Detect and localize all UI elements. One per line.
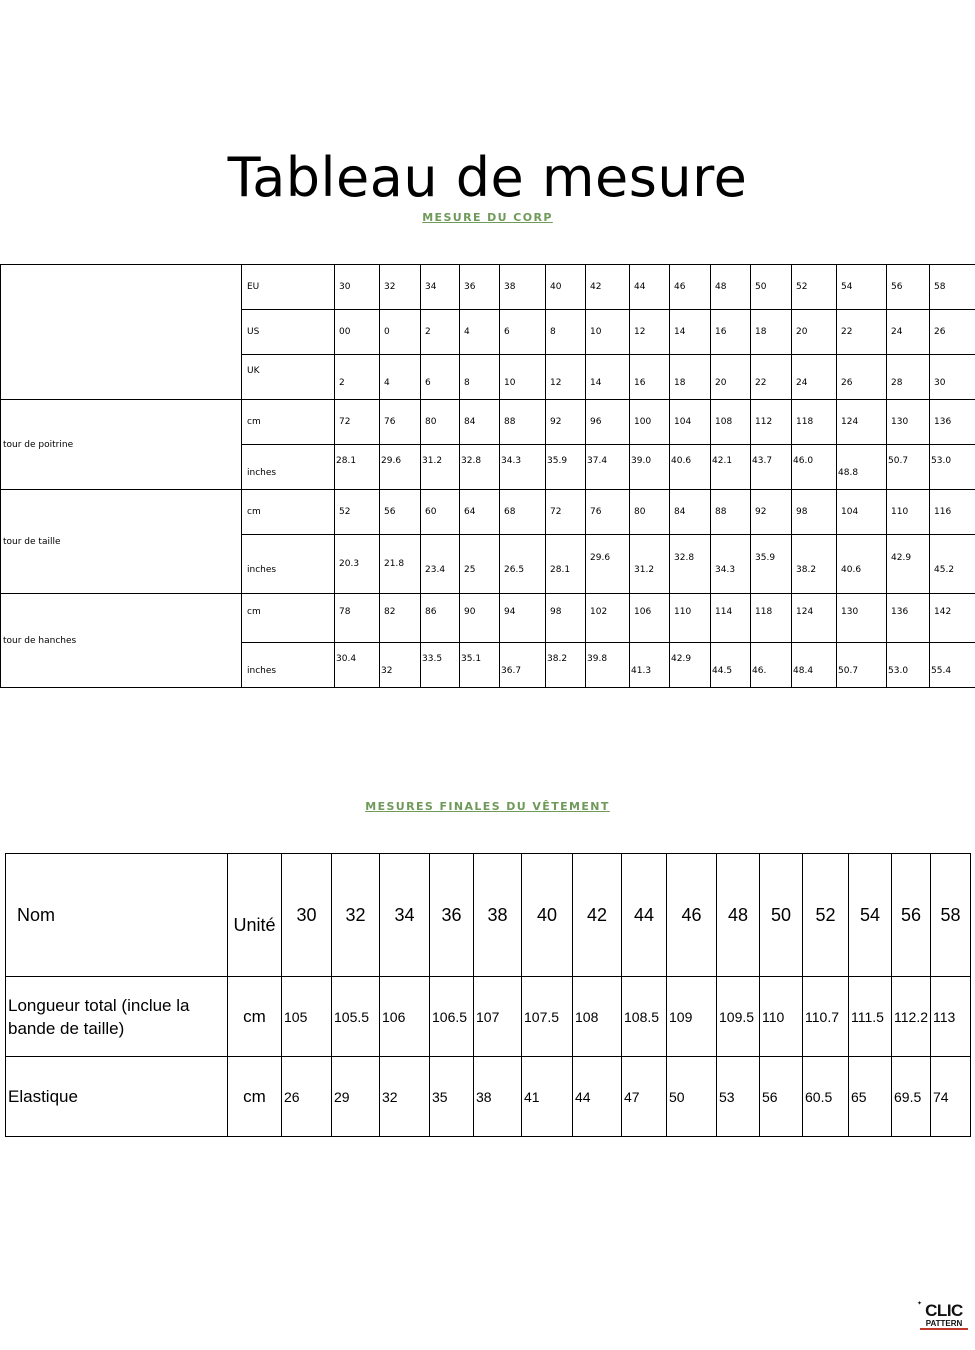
value-cell [460,445,500,490]
cell-text: 14 [590,378,602,388]
unit-label [242,445,335,490]
measure-row-cm [1,400,975,445]
cell-text: 78 [339,607,351,617]
cell-text: inches [247,468,277,478]
cell-text: 4 [384,378,390,388]
cell-text: 35.9 [547,456,568,466]
value-cell [335,643,380,688]
size-cell [546,355,586,400]
cell-text: 118 [755,607,773,617]
value-cell [546,594,586,643]
cell-text: 31.2 [422,456,443,466]
cell-text: inches [247,666,277,676]
garment-value-cell: 112.2 [892,977,931,1057]
cell-text: 16 [634,378,646,388]
size-header: 52 [803,854,849,977]
value-cell [380,445,421,490]
value-cell [711,535,751,594]
size-cell: 52 [792,265,837,310]
garment-value-cell: 106 [380,977,430,1057]
size-cell: 44 [630,265,670,310]
size-cell: 38 [500,265,546,310]
garment-header-row [6,854,971,977]
size-cell: 48 [711,265,751,310]
value-cell [751,643,792,688]
size-header: 44 [622,854,667,977]
garment-value-cell: 32 [380,1057,430,1137]
cell-text: 39.8 [587,654,608,664]
cell-text: 38.2 [547,654,568,664]
section-heading-body: MESURE DU CORP [422,211,553,224]
size-header: 48 [717,854,760,977]
cell-text: 41.3 [631,666,652,676]
value-cell: 88 [711,490,751,535]
garment-value-cell: 56 [760,1057,803,1137]
logo-line-2: PATTERN [920,1319,968,1330]
cell-text: 10 [504,378,516,388]
value-cell: 104 [837,490,887,535]
size-header: 34 [380,854,430,977]
size-cell: 8 [546,310,586,355]
cell-text: inches [247,565,277,575]
cell-text: 22 [755,378,767,388]
unit-label: cm [242,400,335,445]
garment-row [6,977,971,1057]
garment-value-cell: 38 [474,1057,522,1137]
measure-name: tour de poitrine [1,400,242,490]
value-cell [670,535,711,594]
cell-text: 102 [590,607,608,617]
cell-text: 130 [841,607,859,617]
logo-line-1: CLIC [925,1301,963,1320]
size-cell: 18 [751,310,792,355]
size-cell: 58 [930,265,975,310]
cell-text: cm [247,607,261,617]
section-heading-garment: MESURES FINALES DU VÊTEMENT [365,800,610,813]
size-cell: 10 [586,310,630,355]
size-cell: 34 [421,265,460,310]
unit-label [242,643,335,688]
size-row-eu [1,265,975,310]
garment-value-cell: 105 [282,977,332,1057]
cell-text: 124 [796,607,814,617]
size-header: 54 [849,854,892,977]
size-cell [670,355,711,400]
measure-name: tour de hanches [1,594,242,688]
value-cell [670,594,711,643]
value-cell: 92 [546,400,586,445]
size-cell: 46 [670,265,711,310]
value-cell [630,535,670,594]
size-cell: 50 [751,265,792,310]
cell-text: 94 [504,607,516,617]
cell-text: 34.3 [501,456,522,466]
cell-text: 45.2 [934,565,955,575]
value-cell: 88 [500,400,546,445]
value-cell: 136 [930,400,975,445]
value-cell [630,445,670,490]
cell-text: 32.8 [461,456,482,466]
size-cell [500,355,546,400]
cell-text: 20 [715,378,727,388]
unit-header: Unité [228,854,282,977]
size-cell [460,355,500,400]
value-cell: 56 [380,490,421,535]
size-cell: 54 [837,265,887,310]
cell-text: 24 [796,378,808,388]
cell-text: 2 [339,378,345,388]
size-cell: 20 [792,310,837,355]
value-cell [887,594,930,643]
cell-text: 30 [934,378,946,388]
cell-text: 98 [550,607,562,617]
value-cell [421,535,460,594]
size-header: 30 [282,854,332,977]
garment-value-cell: 110 [760,977,803,1057]
cell-text: 42.9 [671,654,692,664]
cell-text: 42.9 [891,553,912,563]
value-cell [380,594,421,643]
size-cell: 4 [460,310,500,355]
cell-text: 29.6 [381,456,402,466]
garment-value-cell: 44 [573,1057,622,1137]
garment-value-cell: 108.5 [622,977,667,1057]
cell-text: 25 [464,565,476,575]
cell-text: 8 [464,378,470,388]
cell-text: 53.0 [888,666,909,676]
garment-value-cell: 69.5 [892,1057,931,1137]
value-cell [887,643,930,688]
value-cell: 52 [335,490,380,535]
value-cell: 130 [887,400,930,445]
value-cell [930,535,975,594]
value-cell: 98 [792,490,837,535]
size-cell [380,355,421,400]
size-cell: 56 [887,265,930,310]
value-cell: 100 [630,400,670,445]
cell-text: 6 [425,378,431,388]
cell-text: 34.3 [715,565,736,575]
clic-pattern-logo [917,1301,968,1330]
garment-value-cell: 108 [573,977,622,1057]
value-cell: 80 [421,400,460,445]
value-cell [711,445,751,490]
value-cell [670,445,711,490]
cell-text: 142 [934,607,952,617]
value-cell: 21.8 [380,535,421,594]
cell-text: 136 [891,607,909,617]
cell-text: 38.2 [796,565,817,575]
value-cell [930,643,975,688]
cell-text: 114 [715,607,733,617]
value-cell: 64 [460,490,500,535]
cell-text: 40.6 [671,456,692,466]
value-cell [500,445,546,490]
size-header: 42 [573,854,622,977]
value-cell [887,445,930,490]
cell-text: 50.7 [838,666,859,676]
value-cell: 92 [751,490,792,535]
cell-text: 28 [891,378,903,388]
cell-text: 43.7 [752,456,773,466]
value-cell [792,643,837,688]
value-cell [546,535,586,594]
value-cell: 84 [460,400,500,445]
garment-value-cell: 111.5 [849,977,892,1057]
value-cell [792,535,837,594]
size-cell: 24 [887,310,930,355]
value-cell: 96 [586,400,630,445]
cell-text: 26.5 [504,565,525,575]
size-cell [335,355,380,400]
value-cell: 110 [887,490,930,535]
name-header: Nom [6,854,228,977]
value-cell [335,445,380,490]
cell-text: 48.8 [838,468,859,478]
value-cell: 116 [930,490,975,535]
size-header: 38 [474,854,522,977]
size-header: 50 [760,854,803,977]
garment-value-cell: 105.5 [332,977,380,1057]
empty-corner-cell [1,265,242,400]
garment-value-cell: 26 [282,1057,332,1137]
value-cell [630,643,670,688]
measure-row-cm [1,490,975,535]
value-cell [837,594,887,643]
size-cell: 00 [335,310,380,355]
size-header: 46 [667,854,717,977]
cell-text: 55.4 [931,666,952,676]
garment-value-cell: 41 [522,1057,573,1137]
size-cell: 14 [670,310,711,355]
unit-label [242,535,335,594]
cell-text: 53.0 [931,456,952,466]
garment-measure-name: Elastique [6,1057,228,1137]
size-cell: 2 [421,310,460,355]
garment-value-cell: 53 [717,1057,760,1137]
size-cell [887,355,930,400]
garment-value-cell: 47 [622,1057,667,1137]
cell-text: 36.7 [501,666,522,676]
cell-text: 35.9 [755,553,776,563]
garment-value-cell: 109.5 [717,977,760,1057]
value-cell: 72 [546,490,586,535]
cell-text: 110 [674,607,692,617]
cell-text: 106 [634,607,652,617]
value-cell [586,445,630,490]
value-cell: 76 [586,490,630,535]
size-header: 36 [430,854,474,977]
value-cell [887,535,930,594]
cell-text: 29.6 [590,553,611,563]
cell-text: 44.5 [712,666,733,676]
value-cell [500,594,546,643]
garment-value-cell: 109 [667,977,717,1057]
cell-text: 37.4 [587,456,608,466]
garment-value-cell: 74 [931,1057,971,1137]
size-system-label: EU [242,265,335,310]
size-header: 40 [522,854,573,977]
cell-text: 46.0 [793,456,814,466]
size-cell: 26 [930,310,975,355]
cell-text: 26 [841,378,853,388]
size-cell: 12 [630,310,670,355]
star-icon: ✦ [917,1301,923,1307]
value-cell [335,594,380,643]
value-cell [792,445,837,490]
value-cell: 72 [335,400,380,445]
value-cell [630,594,670,643]
garment-value-cell: 35 [430,1057,474,1137]
size-cell [586,355,630,400]
garment-value-cell: 60.5 [803,1057,849,1137]
value-cell: 118 [792,400,837,445]
size-cell [792,355,837,400]
garment-unit: cm [228,1057,282,1137]
garment-value-cell: 106.5 [430,977,474,1057]
size-system-label [242,355,335,400]
cell-text: 12 [550,378,562,388]
measure-row-cm [1,594,975,643]
size-cell: 42 [586,265,630,310]
cell-text: 48.4 [793,666,814,676]
value-cell [421,594,460,643]
size-cell: 40 [546,265,586,310]
size-system-label: US [242,310,335,355]
size-cell: 16 [711,310,751,355]
size-cell [421,355,460,400]
cell-text: 35.1 [461,654,482,664]
garment-measurement-table [5,853,971,1137]
cell-text: 40.6 [841,565,862,575]
value-cell [930,445,975,490]
value-cell [460,594,500,643]
cell-text: 30.4 [336,654,357,664]
cell-text: 28.1 [336,456,357,466]
garment-measure-name: Longueur total (inclue la bande de taille) [6,977,228,1057]
unit-label [242,594,335,643]
unit-label: cm [242,490,335,535]
size-cell: 6 [500,310,546,355]
garment-unit: cm [228,977,282,1057]
value-cell [500,535,546,594]
value-cell: 76 [380,400,421,445]
value-cell [792,594,837,643]
garment-value-cell: 110.7 [803,977,849,1057]
size-cell: 30 [335,265,380,310]
cell-text: 32 [381,666,393,676]
garment-value-cell: 107.5 [522,977,573,1057]
cell-text: 18 [674,378,686,388]
value-cell [546,445,586,490]
garment-value-cell: 29 [332,1057,380,1137]
cell-text: 32.8 [674,553,695,563]
value-cell [586,643,630,688]
value-cell: 104 [670,400,711,445]
value-cell [711,594,751,643]
cell-text: 42.1 [712,456,733,466]
cell-text: 82 [384,607,396,617]
size-cell: 0 [380,310,421,355]
cell-text: 90 [464,607,476,617]
value-cell [421,445,460,490]
value-cell [837,535,887,594]
cell-text: 86 [425,607,437,617]
value-cell: 60 [421,490,460,535]
size-cell: 22 [837,310,887,355]
value-cell [380,643,421,688]
cell-text: 50.7 [888,456,909,466]
value-cell [751,445,792,490]
value-cell [711,643,751,688]
size-cell [837,355,887,400]
value-cell: 108 [711,400,751,445]
value-cell [421,643,460,688]
page-title: Tableau de mesure [227,146,748,209]
value-cell [751,535,792,594]
garment-value-cell: 107 [474,977,522,1057]
size-cell [930,355,975,400]
garment-row [6,1057,971,1137]
size-cell: 36 [460,265,500,310]
value-cell [670,643,711,688]
value-cell [546,643,586,688]
size-cell [630,355,670,400]
garment-value-cell: 65 [849,1057,892,1137]
garment-value-cell: 50 [667,1057,717,1137]
size-cell [711,355,751,400]
value-cell: 112 [751,400,792,445]
size-header: 58 [931,854,971,977]
value-cell: 80 [630,490,670,535]
cell-text: 23.4 [425,565,446,575]
value-cell [460,535,500,594]
cell-text: 31.2 [634,565,655,575]
cell-text: 28.1 [550,565,571,575]
cell-text: UK [247,366,260,376]
value-cell [460,643,500,688]
value-cell: 124 [837,400,887,445]
cell-text: 46. [752,666,767,676]
cell-text: 33.5 [422,654,443,664]
body-measurement-table [0,264,975,688]
value-cell [586,594,630,643]
size-cell: 32 [380,265,421,310]
value-cell: 20.3 [335,535,380,594]
size-header: 56 [892,854,931,977]
measure-name: tour de taille [1,490,242,594]
garment-value-cell: 113 [931,977,971,1057]
value-cell [751,594,792,643]
cell-text: 39.0 [631,456,652,466]
value-cell: 68 [500,490,546,535]
value-cell [500,643,546,688]
value-cell: 84 [670,490,711,535]
value-cell [930,594,975,643]
size-header: 32 [332,854,380,977]
value-cell [586,535,630,594]
value-cell [837,445,887,490]
value-cell [837,643,887,688]
size-cell [751,355,792,400]
